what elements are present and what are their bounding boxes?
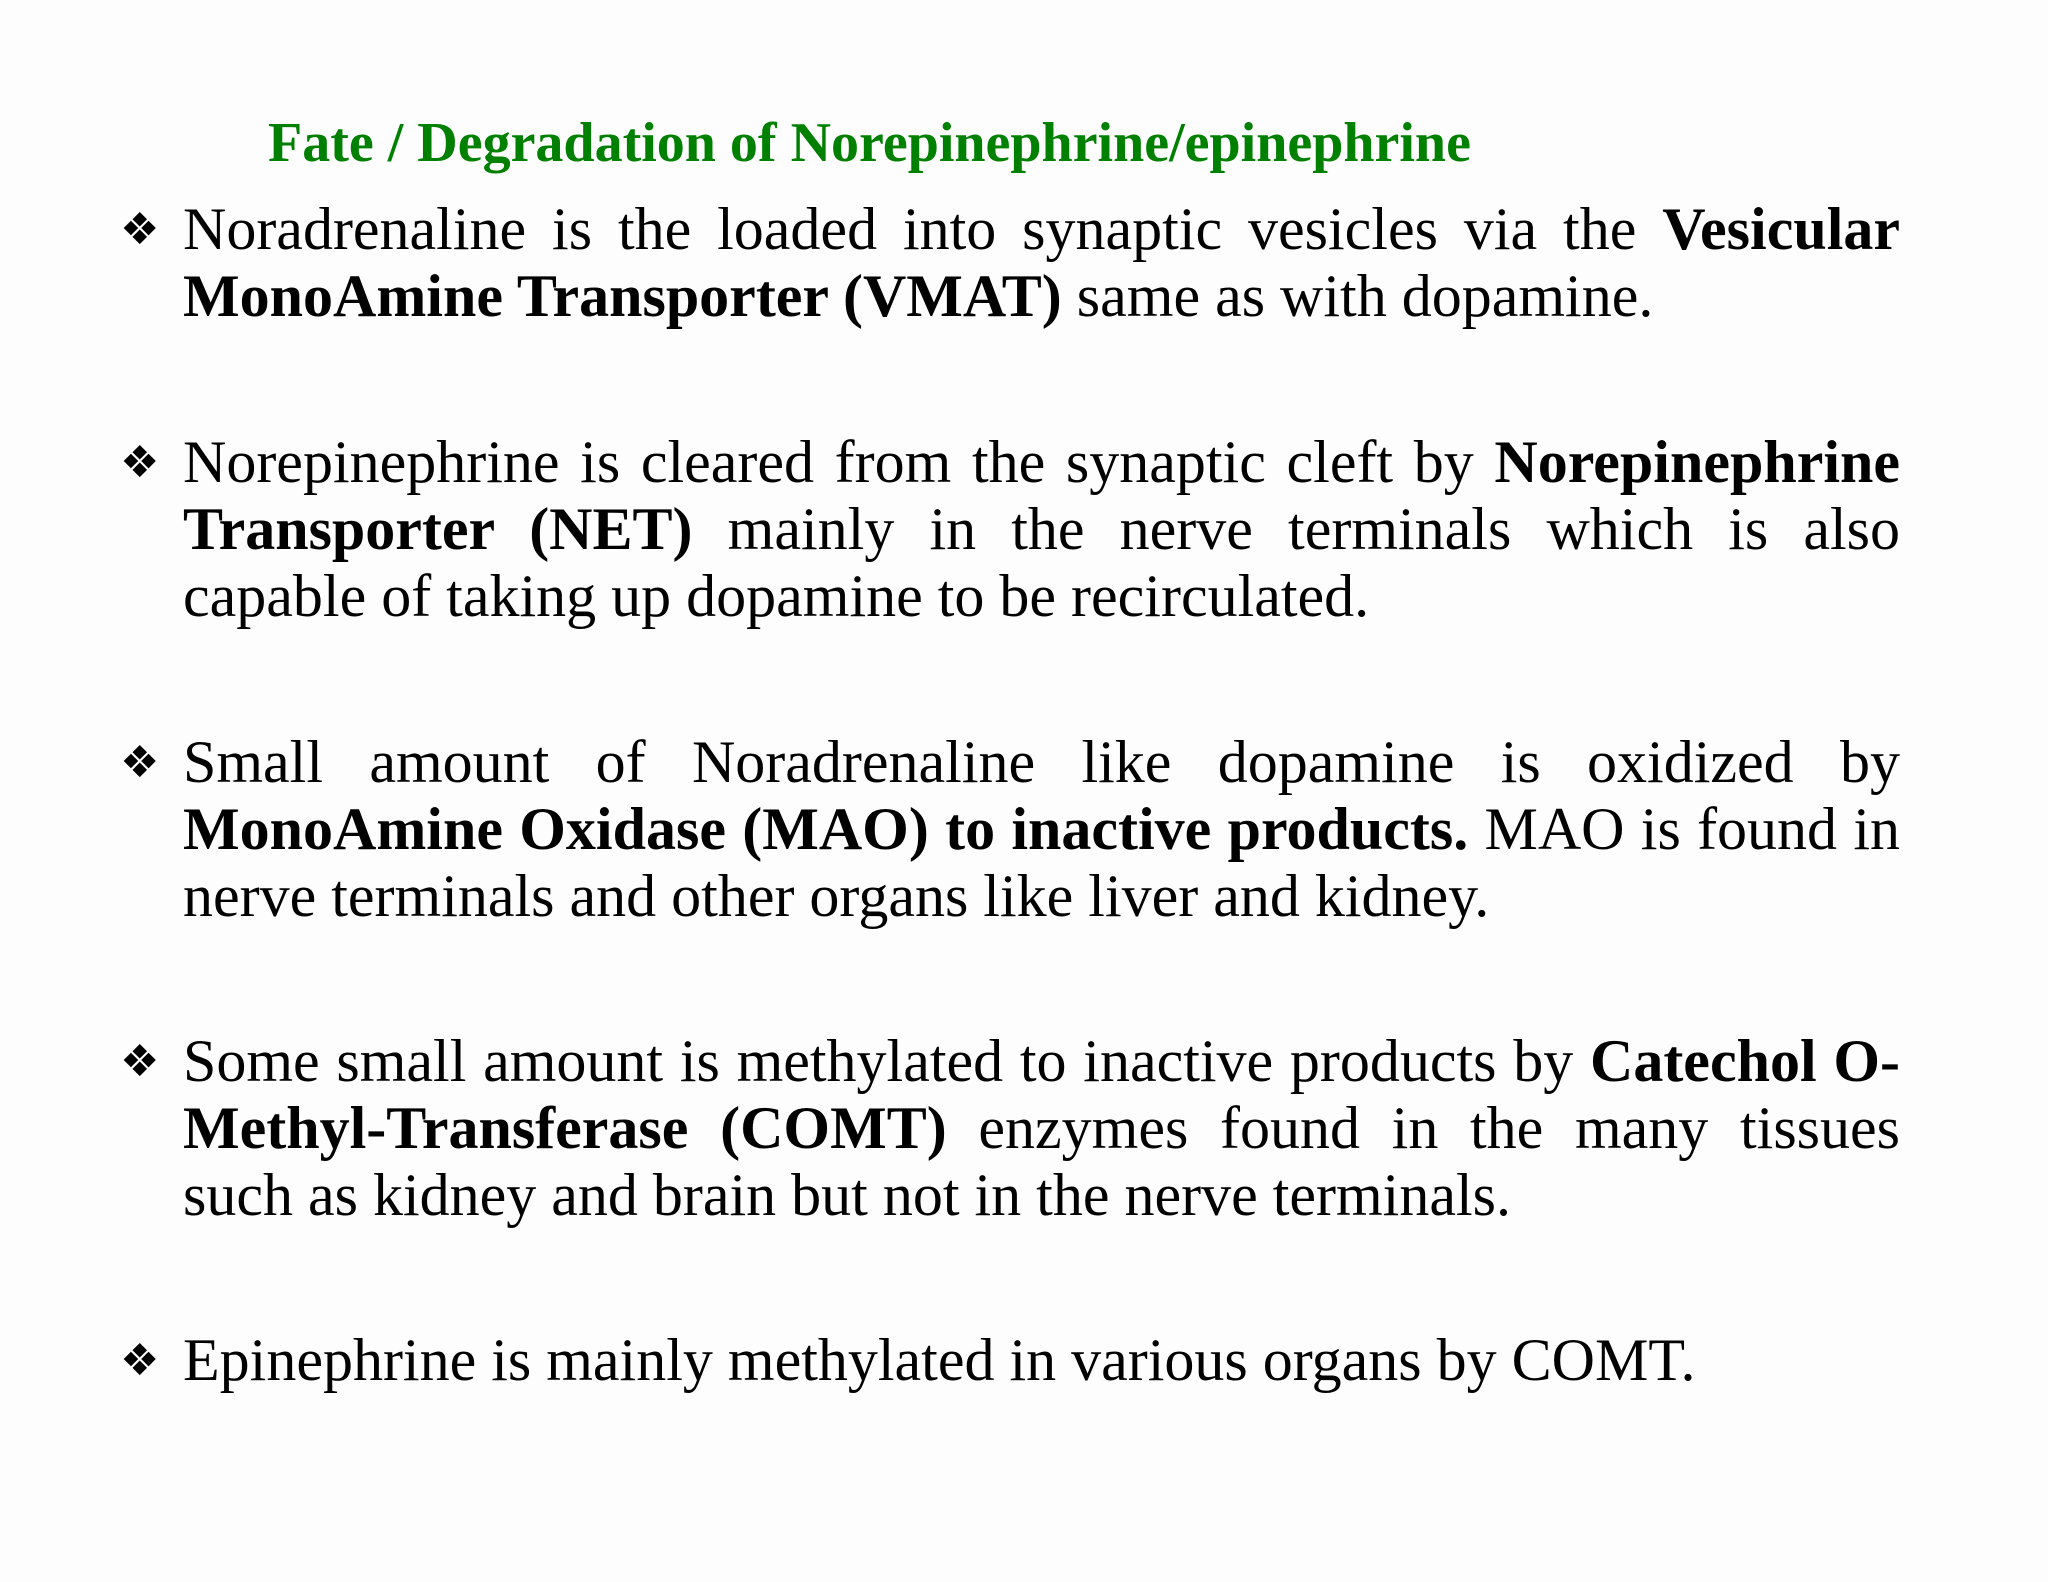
diamond-four-cross-icon: ❖: [120, 1335, 160, 1386]
list-item-text: [183, 429, 1900, 630]
text-segment: Small amount of Noradrenaline like dopamine is oxidized by: [183, 729, 1900, 795]
bold-term: MonoAmine Oxidase (MAO) to inactive products.: [183, 796, 1469, 862]
list-item-text: [183, 196, 1900, 330]
bold-term: Vesicular MonoAmine Transporter (VMAT): [183, 196, 1900, 329]
page-title: Fate / Degradation of Norepinephrine/epinephrine: [268, 112, 1471, 174]
text-segment: enzymes found in the many tissues such as kidney and brain but not in the nerve terminals.: [183, 1095, 1900, 1228]
text-segment: Some small amount is methylated to inactive products by: [183, 1028, 1590, 1094]
bold-term: Catechol O-Methyl-Transferase (COMT): [183, 1028, 1900, 1161]
diamond-four-cross-icon: ❖: [120, 737, 160, 788]
diamond-four-cross-icon: ❖: [120, 1036, 160, 1087]
list-item-text: [183, 729, 1900, 930]
text-segment: Epinephrine is mainly methylated in various organs by COMT.: [183, 1327, 1696, 1393]
text-segment: mainly in the nerve terminals which is also capable of taking up dopamine to be recirculated.: [183, 496, 1901, 629]
diamond-four-cross-icon: ❖: [120, 204, 160, 255]
text-segment: Noradrenaline is the loaded into synaptic vesicles via the: [183, 196, 1663, 262]
text-segment: Norepinephrine is cleared from the synaptic cleft by: [183, 429, 1495, 495]
diamond-four-cross-icon: ❖: [120, 437, 160, 488]
list-item-text: [183, 1028, 1900, 1229]
list-item-text: [183, 1327, 1900, 1394]
text-segment: MAO is found in nerve terminals and other organs like liver and kidney.: [183, 796, 1900, 929]
bold-term: Norepinephrine Transporter (NET): [183, 429, 1900, 562]
text-segment: same as with dopamine.: [1061, 263, 1654, 329]
